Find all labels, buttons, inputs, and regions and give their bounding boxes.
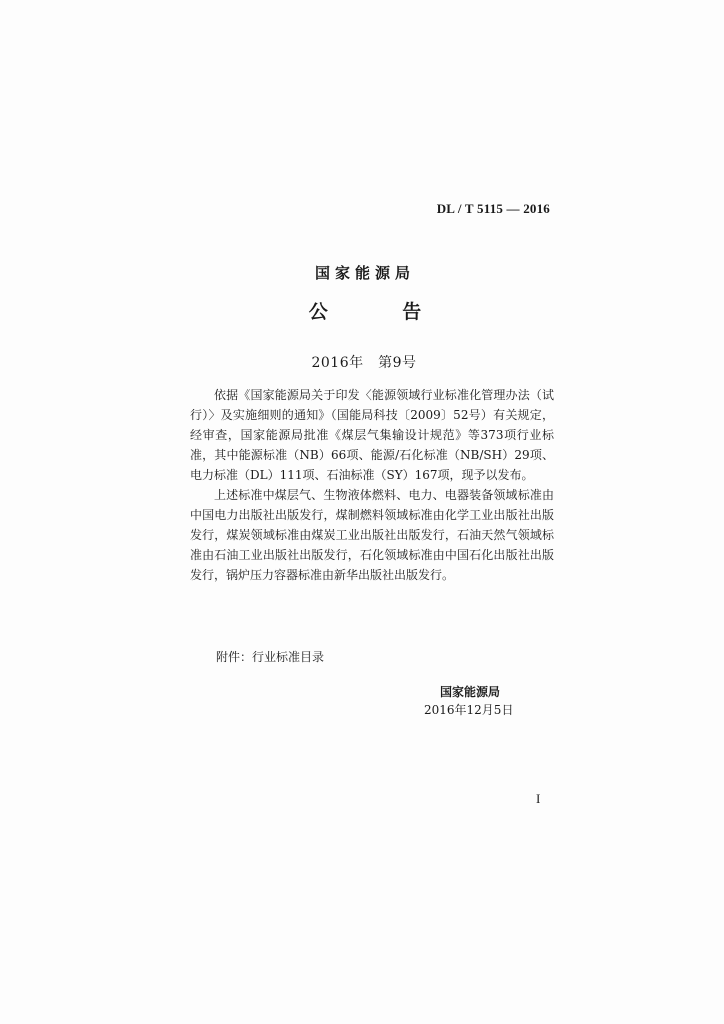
attachment-note: 附件：行业标准目录 (216, 650, 325, 664)
signature-date: 2016年12月5日 (424, 703, 514, 717)
page-number: I (536, 791, 541, 806)
announcement-body (190, 385, 554, 585)
signature-issuer: 国家能源局 (440, 685, 501, 699)
standard-code: DL / T 5115 — 2016 (436, 201, 550, 216)
announcement-title: 公 告 (308, 301, 456, 323)
body-paragraph: 依据《国家能源局关于印发〈能源领域行业标准化管理办法（试行）〉及实施细则的通知》（国能局科技〔2009〕52号）有关规定，经审查，国家能源局批准《煤层气集输设计规范》等373项行业标准，其中能源标准（NB）66项、能源/石化标准（NB/SH）29项、电力标准（DL）111项、石油标准（SY）167项，现予以发布。 (190, 388, 554, 482)
body-paragraph: 上述标准中煤层气、生物液体燃料、电力、电器装备领域标准由中国电力出版社出版发行，煤制燃料领域标准由化学工业出版社出版发行，煤炭领域标准由煤炭工业出版社出版发行，石油天然气领域标准由石油工业出版社出版发行，石化领域标准由中国石化出版社出版发行，锅炉压力容器标准由新华出版社出版发行。 (190, 488, 554, 582)
issue-number: 2016年 第9号 (311, 355, 417, 371)
issuer-heading: 国家能源局 (314, 264, 415, 282)
